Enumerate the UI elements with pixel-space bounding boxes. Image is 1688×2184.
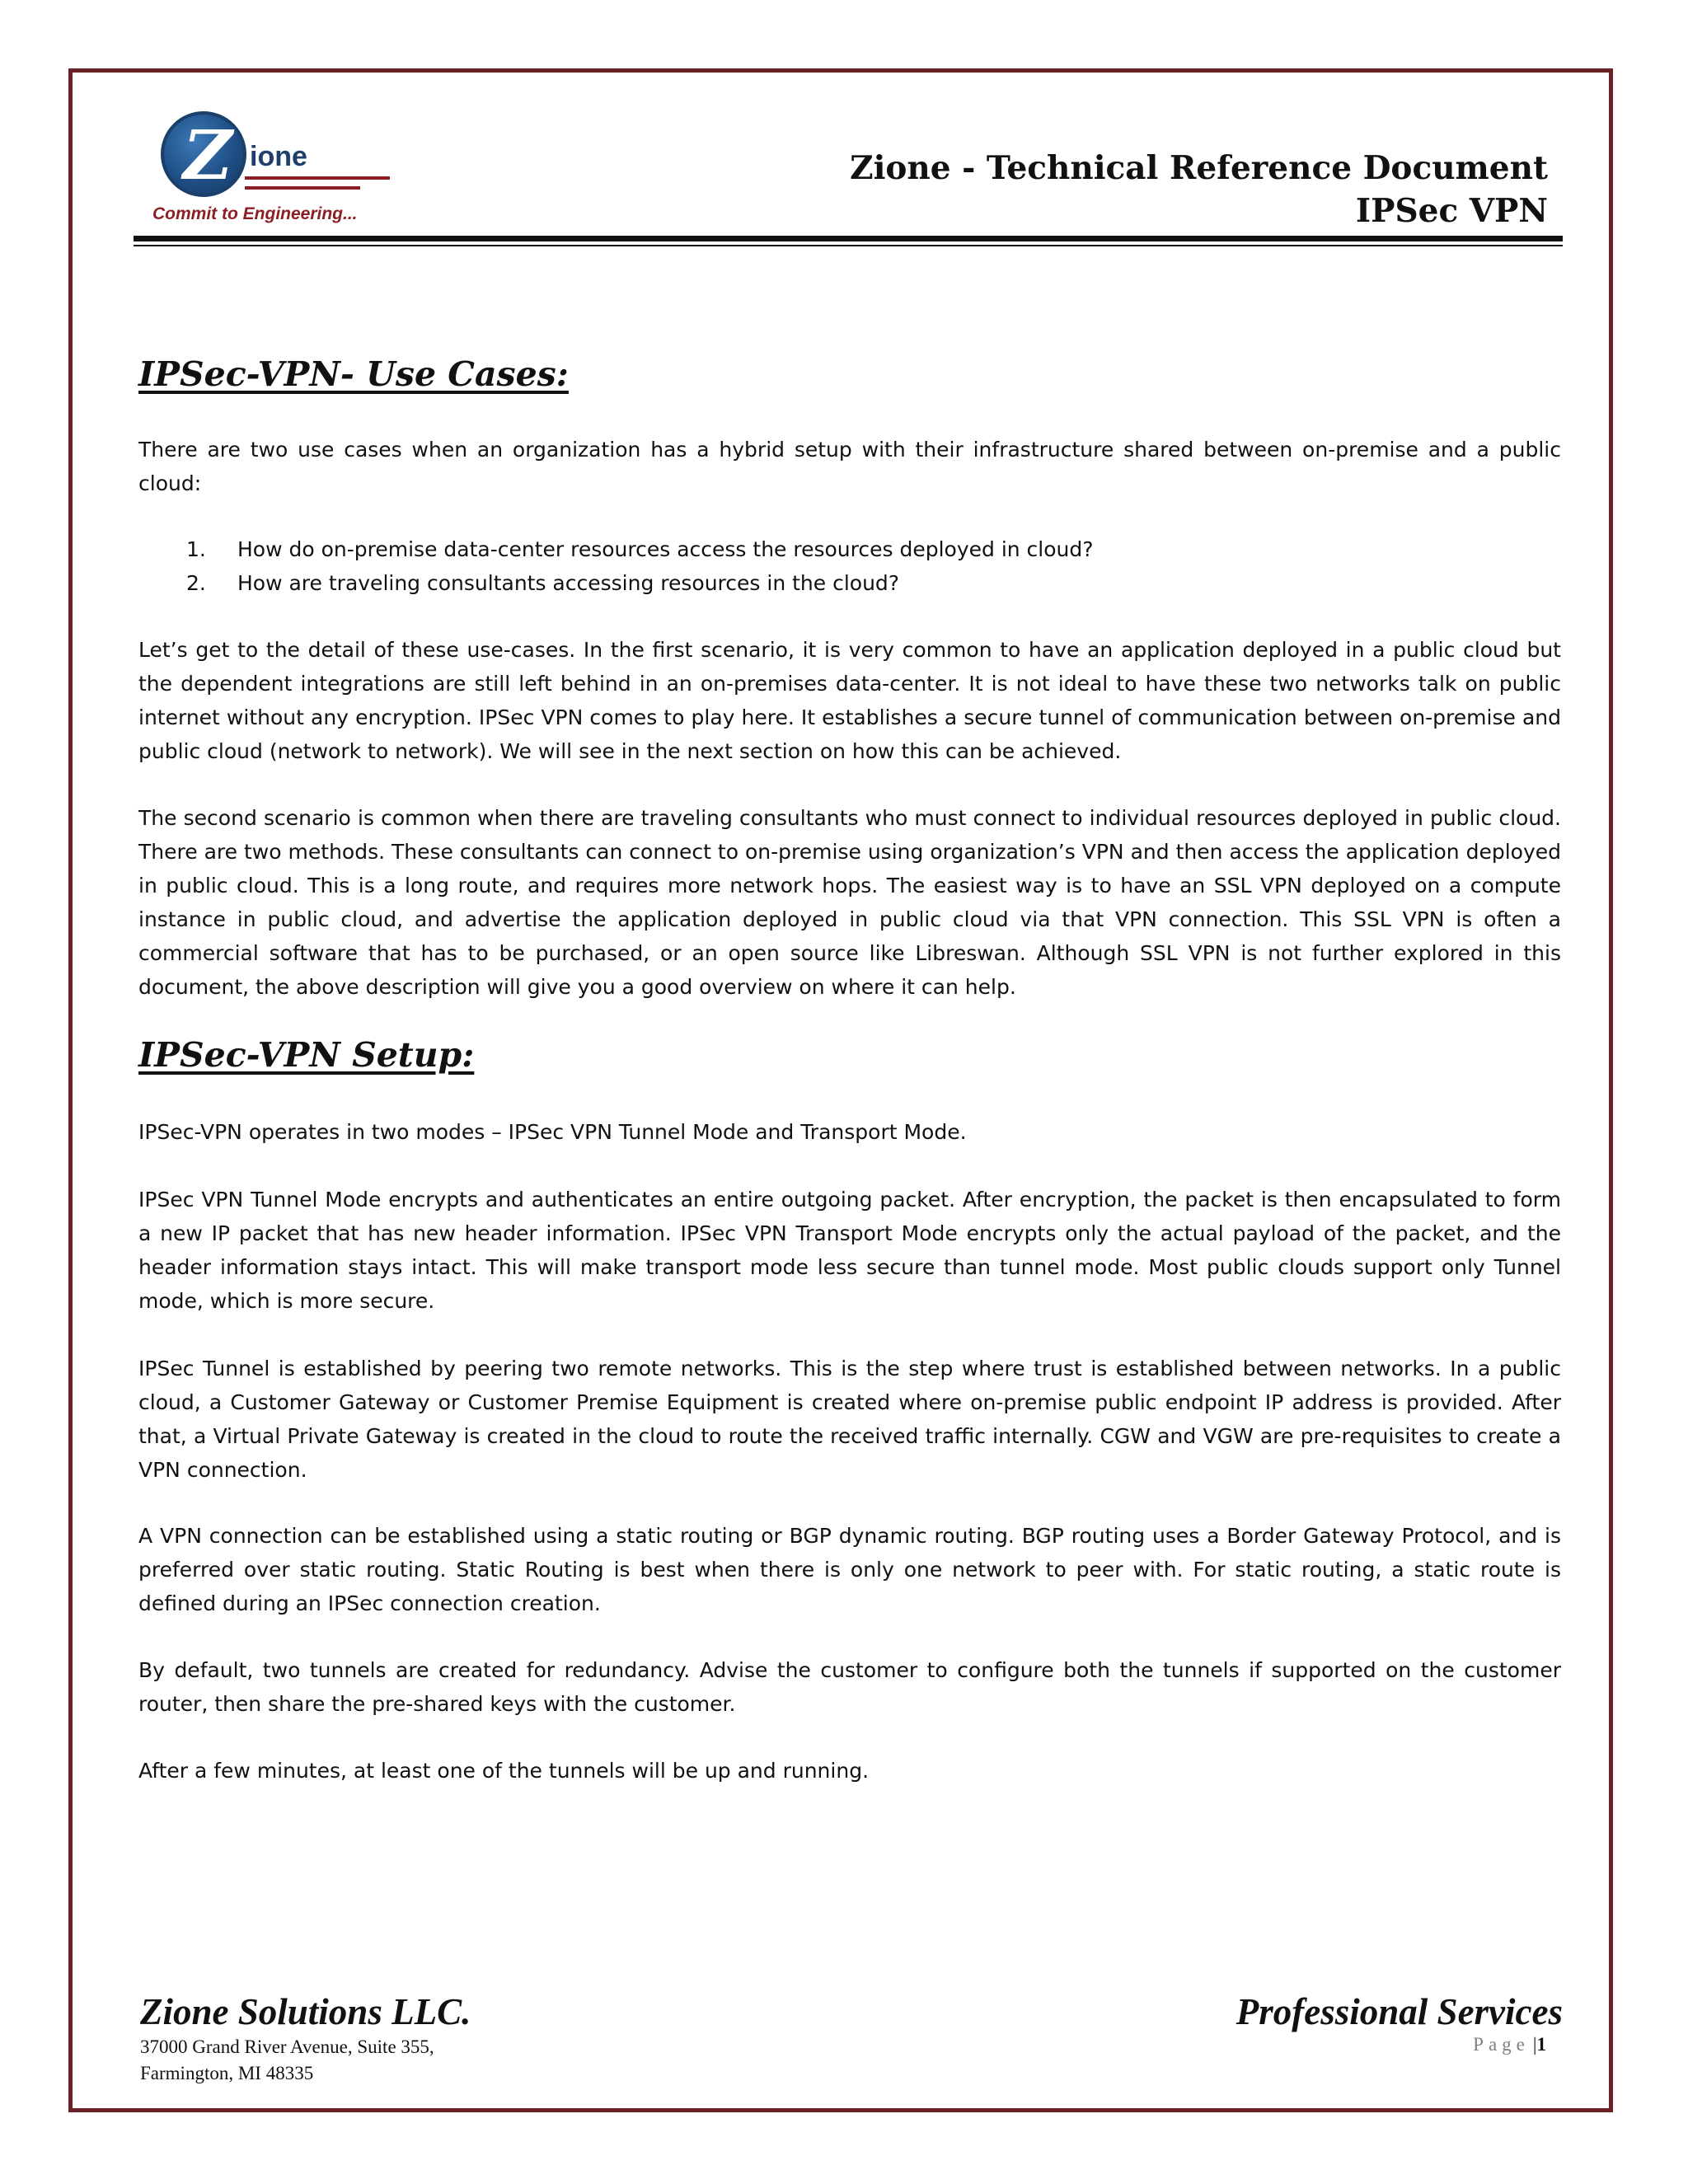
list-item-number: 2. (186, 571, 206, 595)
paragraph: IPSec VPN Tunnel Mode encrypts and authenticates an entire outgoing packet. After encryption, the packet is then encapsulated to form a new IP packet that has new header information. IPSec VPN Transport Mode encrypts only the actual payload of the packet, and the header information stays intact. This will make transport mode less secure than tunnel mode. Most public clouds support only Tunnel mode, which is more secure. (138, 1188, 1561, 1313)
list-item (138, 566, 1561, 600)
document-title (850, 147, 1548, 232)
footer-address-line: 37000 Grand River Avenue, Suite 355, (140, 2036, 434, 2057)
logo-letter: Z (183, 116, 232, 195)
header-rule-thin (134, 245, 1563, 246)
footer-address (140, 2034, 434, 2087)
section-heading: IPSec-VPN- Use Cases: (138, 354, 569, 394)
paragraph: There are two use cases when an organization has a hybrid setup with their infrastructure shared between on-premise and a public cloud: (138, 438, 1561, 495)
page-number (1473, 2034, 1546, 2055)
footer-services: Professional Services (1236, 1991, 1563, 2032)
document-title-line: Zione - Technical Reference Document (850, 149, 1548, 187)
section-heading: IPSec-VPN Setup: (138, 1035, 475, 1075)
document-subtitle-line: IPSec VPN (1355, 192, 1548, 230)
paragraph: IPSec-VPN operates in two modes – IPSec VPN Tunnel Mode and Transport Mode. (138, 1120, 967, 1144)
paragraph: The second scenario is common when there are traveling consultants who must connect to individual resources deployed in public cloud. There are two methods. These consultants can connect to on-premise using organization’s VPN and then access the application deployed in public cloud. This is a long route, and requires more network hops. The easiest way is to have an SSL VPN deployed on a compute instance in public cloud, and advertise the application deployed in public cloud via that VPN connection. This SSL VPN is often a commercial software that has to be purchased, or an open source like Libreswan. Although SSL VPN is not further explored in this document, the above description will give you a good overview on where it can help. (138, 806, 1561, 999)
list-item (138, 532, 1561, 566)
logo-emblem-icon (161, 111, 246, 197)
page-label: Page (1473, 2034, 1530, 2055)
paragraph: After a few minutes, at least one of the tunnels will be up and running. (138, 1759, 870, 1783)
footer-address-line: Farmington, MI 48335 (140, 2063, 314, 2083)
company-logo (152, 107, 392, 231)
list-item-text: How are traveling consultants accessing resources in the cloud? (237, 571, 900, 595)
logo-underline (245, 176, 390, 180)
logo-tagline: Commit to Engineering... (152, 204, 358, 223)
header-rule-thick (134, 236, 1563, 241)
logo-wordmark: ione (250, 141, 307, 172)
footer-company-name: Zione Solutions LLC. (140, 1991, 471, 2032)
page-separator: | (1532, 2034, 1537, 2055)
paragraph: By default, two tunnels are created for redundancy. Advise the customer to configure both the tunnels if supported on the customer router, then share the pre-shared keys with the customer. (138, 1658, 1561, 1716)
paragraph: A VPN connection can be established using a static routing or BGP dynamic routing. BGP routing uses a Border Gateway Protocol, and is preferred over static routing. Static Routing is best when there is only one network to peer with. For static routing, a static route is defined during an IPSec connection creation. (138, 1524, 1561, 1615)
list-item-number: 1. (186, 537, 206, 561)
use-case-list (138, 532, 1561, 600)
page-number-value: 1 (1536, 2034, 1546, 2055)
paragraph: Let’s get to the detail of these use-cases. In the first scenario, it is very common to have an application deployed in a public cloud but the dependent integrations are still left behind in an on-premises data-center. It is not ideal to have these two networks talk on public internet without any encryption. IPSec VPN comes to play here. It establishes a secure tunnel of communication between on-premise and public cloud (network to network). We will see in the next section on how this can be achieved. (138, 638, 1561, 763)
logo-underline (245, 186, 360, 190)
list-item-text: How do on-premise data-center resources access the resources deployed in cloud? (237, 537, 1094, 561)
paragraph: IPSec Tunnel is established by peering two remote networks. This is the step where trust is established between networks. In a public cloud, a Customer Gateway or Customer Premise Equipment is created where on-premise public endpoint IP address is provided. After that, a Virtual Private Gateway is created in the cloud to route the received traffic internally. CGW and VGW are pre-requisites to create a VPN connection. (138, 1357, 1561, 1482)
